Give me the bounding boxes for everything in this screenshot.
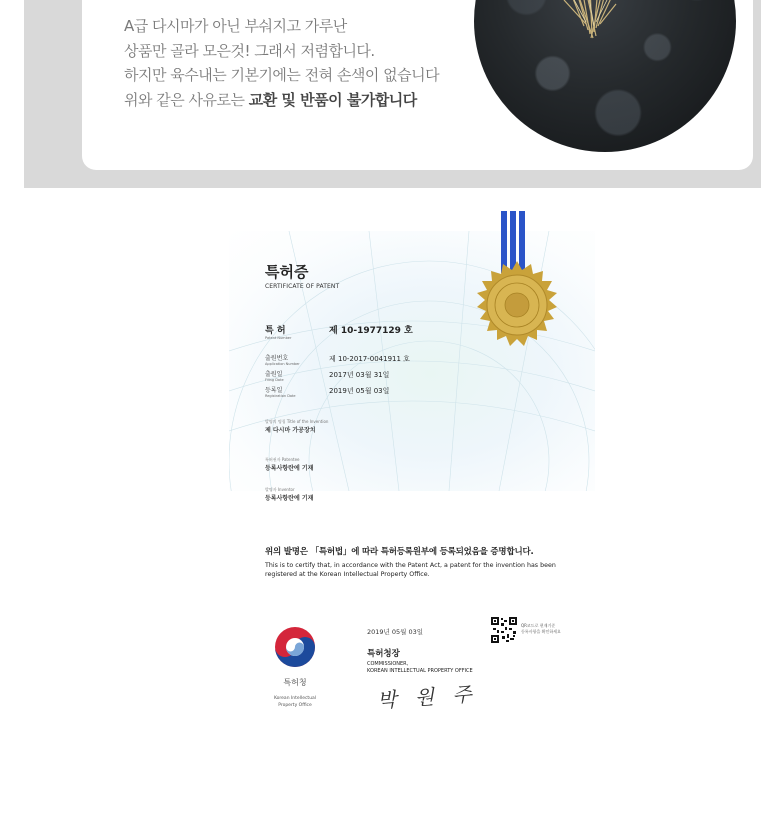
filing-date-label: 출원일 Filing Date bbox=[265, 371, 284, 382]
kipo-name-en: Korean Intellectual Property Office bbox=[273, 696, 317, 708]
patent-label: 특 허 Patent Number bbox=[265, 326, 292, 340]
certification-statement-en: This is to certify that, in accordance with the Patent Act, a patent for the invention has been registered at the Korean Intellectual Property Office. bbox=[265, 562, 556, 578]
patent-certificate bbox=[229, 211, 595, 741]
notice-card bbox=[82, 0, 753, 170]
issue-date: 2019년 05월 03일 bbox=[367, 628, 424, 636]
invention-title: 제 다시마 가공장치 bbox=[265, 427, 316, 434]
notice-section bbox=[24, 0, 761, 188]
notice-line-4-bold: 교환 및 반품이 불가합니다 bbox=[248, 90, 417, 109]
kelp-product-photo bbox=[474, 0, 736, 152]
commissioner-title-en: COMMISSIONER, KOREAN INTELLECTUAL PROPERTY OFFICE bbox=[367, 661, 473, 674]
qr-code-icon[interactable] bbox=[491, 617, 517, 643]
certificate-title: 특허증 bbox=[265, 263, 309, 281]
filing-date-value: 2017년 03월 31일 bbox=[329, 371, 390, 379]
notice-text bbox=[124, 14, 439, 112]
gold-seal bbox=[473, 261, 561, 349]
notice-line-1: A급 다시마가 아닌 부숴지고 가루난 bbox=[124, 17, 347, 35]
registration-date-label: 등록일 Registration Date bbox=[265, 387, 296, 398]
patent-label-en: Patent Number bbox=[265, 336, 292, 340]
notice-line-2: 상품만 골라 모은것! 그래서 저렴합니다. bbox=[124, 41, 375, 60]
registration-date-value: 2019년 05월 03일 bbox=[329, 387, 390, 395]
application-number-value: 제 10-2017-0041911 호 bbox=[329, 355, 410, 363]
inventor-block: 발명자 Inventor 등록사항란에 기재 bbox=[265, 487, 314, 502]
kelp-shreds-image bbox=[560, 0, 620, 44]
certificate-subtitle: CERTIFICATE OF PATENT bbox=[265, 283, 340, 290]
qr-note: QR코드로 현재기준 등록사항을 확인하세요 bbox=[521, 623, 561, 634]
commissioner-signature: 박 원 주 bbox=[376, 681, 479, 713]
invention-title-block: 발명의 명칭 Title of the Invention 제 다시마 가공장치 bbox=[265, 419, 329, 434]
patent-number: 제 10-1977129 호 bbox=[329, 326, 413, 336]
certification-statement-ko: 위의 발명은 「특허법」에 따라 특허등록원부에 등록되었음을 증명합니다. bbox=[265, 547, 534, 557]
kipo-taegeuk-logo-icon bbox=[273, 625, 317, 669]
inventor-value: 등록사항란에 기재 bbox=[265, 495, 314, 502]
patentee-block: 특허권자 Patentee 등록사항란에 기재 bbox=[265, 457, 314, 472]
kipo-name: 특허청 bbox=[283, 678, 307, 687]
notice-line-4 bbox=[124, 88, 439, 113]
commissioner-title: 특허청장 bbox=[367, 649, 400, 659]
application-number-label: 출원번호 Application Number bbox=[265, 355, 300, 366]
notice-line-3: 하지만 육수내는 기본기에는 전혀 손색이 없습니다 bbox=[124, 66, 440, 84]
notice-line-4-prefix: 위와 같은 사유로는 bbox=[124, 90, 249, 109]
patentee-value: 등록사항란에 기재 bbox=[265, 465, 314, 472]
